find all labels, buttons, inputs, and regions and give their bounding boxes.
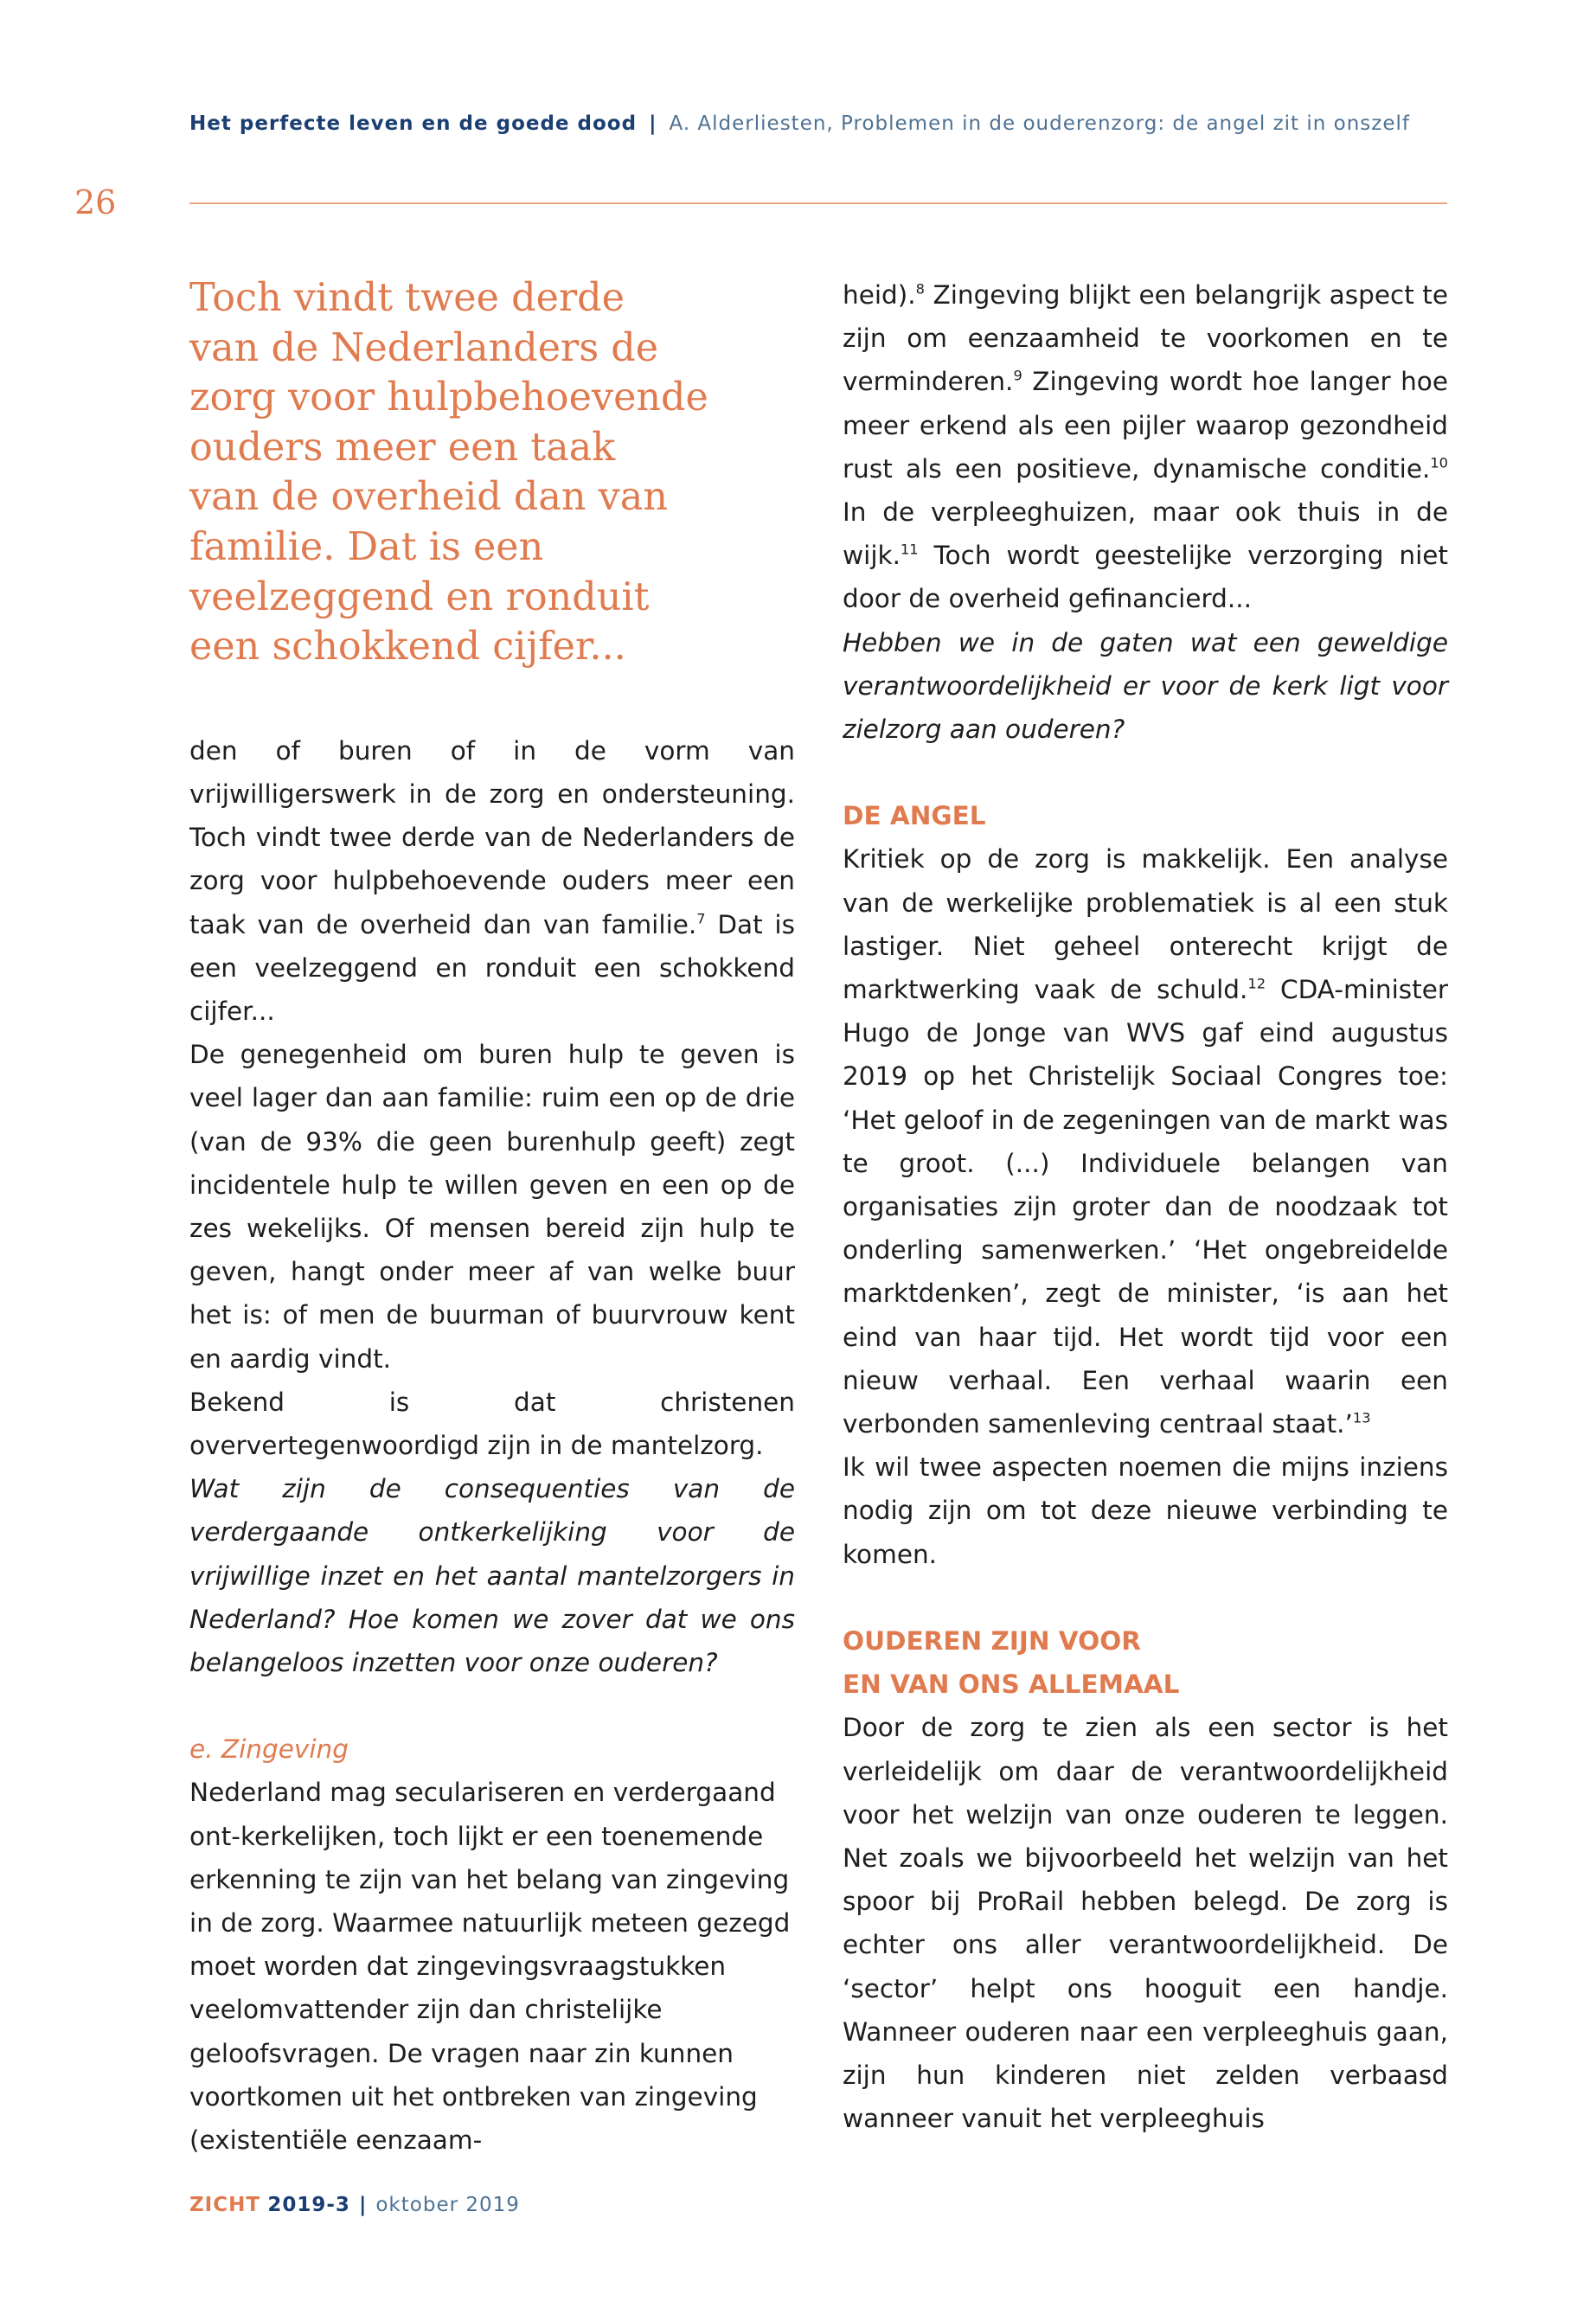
italic-question: Hebben we in de gaten wat een geweldige verantwoordelijkheid er voor de kerk ligt voor zielzorg aan ouderen? (843, 627, 1448, 745)
footnote-ref: 8 (915, 280, 925, 298)
body-paragraph: heid).$^8$ Zingeving blijkt een belangrijk aspect te zijn om eenzaamheid te voorkomen en te verminderen.$^9$ Zingeving wordt hoe langer hoe meer erkend als een pijler waarop gezondheid rust als een positieve, dynamische conditie.$^{10}$ In de verpleeghuizen, maar ook thuis in de wijk.$^{11}$ Toch wordt geestelijke verzorging niet door de overheid gefinancierd... (843, 280, 1448, 614)
issue-number: 2019-3 (267, 2194, 350, 2216)
pull-quote (189, 273, 795, 672)
article-title: A. Alderliesten, Problemen in de ouderenzorg: de angel zit in onszelf (669, 112, 1410, 135)
magazine-name: ZICHT (189, 2194, 261, 2216)
page-number: 26 (74, 183, 117, 221)
left-column (189, 273, 795, 2162)
pull-quote-line: familie. Dat is een (189, 524, 544, 569)
footnote-ref: 10 (1430, 454, 1448, 471)
pull-quote-line: van de overheid dan van (189, 475, 668, 520)
pull-quote-line: veelzeggend en ronduit (189, 574, 650, 619)
pull-quote-line: ouders meer een taak (189, 425, 616, 470)
footnote-ref: 12 (1247, 975, 1266, 992)
pull-quote-line: van de Nederlanders de (189, 325, 659, 370)
running-header (189, 112, 1452, 135)
section-heading-ouderen: OUDEREN ZIJN VOOR EN VAN ONS ALLEMAAL (843, 1625, 1180, 1700)
series-title: Het perfecte leven en de goede dood (189, 112, 638, 135)
header-separator: | (649, 112, 657, 135)
pull-quote-line: zorg voor hulpbehoevende (189, 375, 708, 420)
footer-separator: | (358, 2194, 368, 2216)
footnote-ref: 11 (900, 541, 919, 558)
footnote-ref: 13 (1352, 1409, 1371, 1426)
italic-question: Wat zijn de consequenties van de verdergaande ontkerkelijking voor de vrijwillige inzet en het aantal mantelzorgers in Nederland? Hoe komen we zover dat we ons belangeloos inzetten voor onze ouderen? (189, 1474, 795, 1678)
body-paragraph: den of buren of in de vorm van vrijwilligerswerk in de zorg en ondersteuning. Toch vindt twee derde van de Nederlanders de zorg voor hulpbehoevende ouders meer een taak van de overheid dan van familie.$^7$ Dat is een veelzeggend en ronduit een schokkend cijfer... (189, 735, 795, 1026)
right-column (843, 273, 1448, 2140)
footnote-ref: 7 (696, 910, 706, 927)
section-heading-zingeving: e. Zingeving (189, 1734, 349, 1765)
footnote-ref: 9 (1013, 368, 1022, 385)
issue-date: oktober 2019 (375, 2194, 520, 2216)
body-paragraph: De genegenheid om buren hulp te geven is veel lager dan aan familie: ruim een op de drie (van de 93% die geen burenhulp geeft) zegt incidentele hulp te willen geven en een op de zes wekelijks. Of mensen bereid zijn hulp te geven, hangt onder meer af van welke buur het is: of men de buurman of buurvrouw kent en aardig vindt. (189, 1040, 795, 1374)
body-paragraph: Kritiek op de zorg is makkelijk. Een analyse van de werkelijke problematiek is al een stuk lastiger. Niet geheel onterecht krijgt de marktwerking vaak de schuld.$^{12}$ CDA-minister Hugo de Jonge van WVS gaf eind augustus 2019 op het Christelijk Sociaal Congres toe: ‘Het geloof in de zegeningen van de markt was te groot. (...) Individuele belangen van organisaties zijn groter dan de noodzaak tot onderling samenwerken.’ ‘Het ongebreidelde marktdenken’, zegt de minister, ‘is aan het eind van haar tijd. Het wordt tijd voor een nieuw verhaal. Een verhaal waarin een verbonden samenleving centraal staat.’$^{13}$ (843, 844, 1449, 1439)
body-paragraph: Nederland mag seculariseren en verdergaand ont-kerkelijken, toch lijkt er een toenemende erkenning te zijn van het belang van zingeving in de zorg. Waarmee natuurlijk meteen gezegd moet worden dat zingevingsvraagstukken veelomvattender zijn dan christelijke geloofsvragen. De vragen naar zin kunnen voortkomen uit het ontbreken van zingeving (existentiële eenzaam- (189, 1778, 791, 2156)
body-paragraph: Door de zorg te zien als een sector is het verleidelijk om daar de verantwoordelijkheid voor het welzijn van onze ouderen te leggen. Net zoals we bijvoorbeeld het welzijn van het spoor bij ProRail hebben belegd. De zorg is echter ons aller verantwoordelijkheid. De ‘sector’ helpt ons hooguit een handje. Wanneer ouderen naar een verpleeghuis gaan, zijn hun kinderen niet zelden verbaasd wanneer vanuit het verpleeghuis (843, 1713, 1448, 2134)
pull-quote-line: een schokkend cijfer... (189, 625, 626, 670)
page-footer (189, 2194, 520, 2216)
section-heading-angel: DE ANGEL (843, 801, 986, 831)
body-paragraph: Bekend is dat christenen oververtegenwoordigd zijn in de mantelzorg. (189, 1387, 795, 1460)
header-rule (189, 202, 1447, 204)
pull-quote-line: Toch vindt twee derde (189, 276, 625, 320)
body-paragraph: Ik wil twee aspecten noemen die mijns inziens nodig zijn om tot deze nieuwe verbinding te komen. (843, 1452, 1448, 1569)
